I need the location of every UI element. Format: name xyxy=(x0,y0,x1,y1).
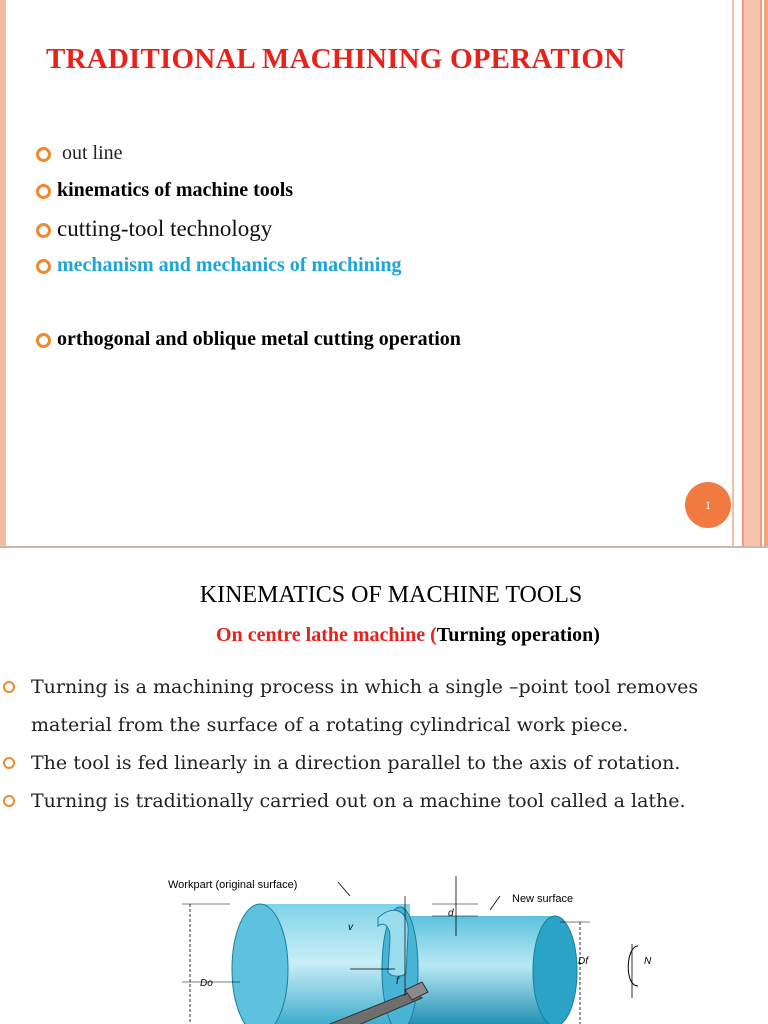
bullet-text: Turning is a machining process in which a single –point tool removes material from the surface of a rotating cylindrical work piece. xyxy=(31,676,699,736)
bullet-text: orthogonal and oblique metal cutting operation xyxy=(57,328,461,350)
v-label: v xyxy=(348,922,353,933)
left-decor-bar xyxy=(0,0,6,548)
subtitle-red: On centre lathe machine ( xyxy=(216,624,437,646)
list-item xyxy=(0,668,753,744)
slide-2 xyxy=(0,548,768,1024)
f-label: f xyxy=(396,976,399,987)
bullet-text: Turning is traditionally carried out on a machine tool called a lathe. xyxy=(31,790,686,812)
circle-bullet-icon xyxy=(36,147,51,162)
circle-bullet-icon xyxy=(36,259,51,274)
subtitle-black: Turning operation) xyxy=(436,624,600,646)
new-surface-label: New surface xyxy=(512,893,574,905)
page-number-badge: 1 xyxy=(685,482,731,528)
circle-bullet-icon xyxy=(36,333,51,348)
turning-bullet-list xyxy=(0,668,753,820)
workpart-label: Workpart (original surface) xyxy=(168,879,298,891)
bullet-text: The tool is fed linearly in a direction parallel to the axis of rotation. xyxy=(31,752,681,774)
n-label: N xyxy=(644,956,652,967)
workpart-leader xyxy=(338,882,350,896)
bullet-text: cutting-tool technology xyxy=(57,216,273,241)
slide-subtitle xyxy=(0,624,768,647)
right-decor-bar xyxy=(742,0,762,548)
df-label: Df xyxy=(578,956,588,967)
circle-bullet-icon xyxy=(3,757,15,769)
circle-bullet-icon xyxy=(3,795,15,807)
slide-title: KINEMATICS OF MACHINE TOOLS xyxy=(199,582,583,608)
cylinder-right-face xyxy=(533,916,577,1024)
workpart-end-face xyxy=(232,904,288,1024)
list-item xyxy=(0,782,753,820)
circle-bullet-icon xyxy=(36,223,51,238)
bullet-text: mechanism and mechanics of machining xyxy=(57,254,402,276)
d-label: d xyxy=(448,908,454,919)
do-label: Do xyxy=(200,978,213,989)
slide-title: TRADITIONAL MACHINING OPERATION xyxy=(46,43,626,75)
rotation-arrow-icon xyxy=(628,946,638,986)
list-item xyxy=(0,744,753,782)
turning-diagram xyxy=(160,874,680,1024)
bullet-text: kinematics of machine tools xyxy=(57,179,294,201)
right-decor-edge xyxy=(764,0,768,548)
new-surface-cylinder xyxy=(395,916,555,1024)
right-decor-line xyxy=(732,0,734,548)
new-surface-leader xyxy=(490,896,500,910)
circle-bullet-icon xyxy=(3,681,15,693)
circle-bullet-icon xyxy=(36,184,51,199)
bullet-text: out line xyxy=(62,142,123,164)
